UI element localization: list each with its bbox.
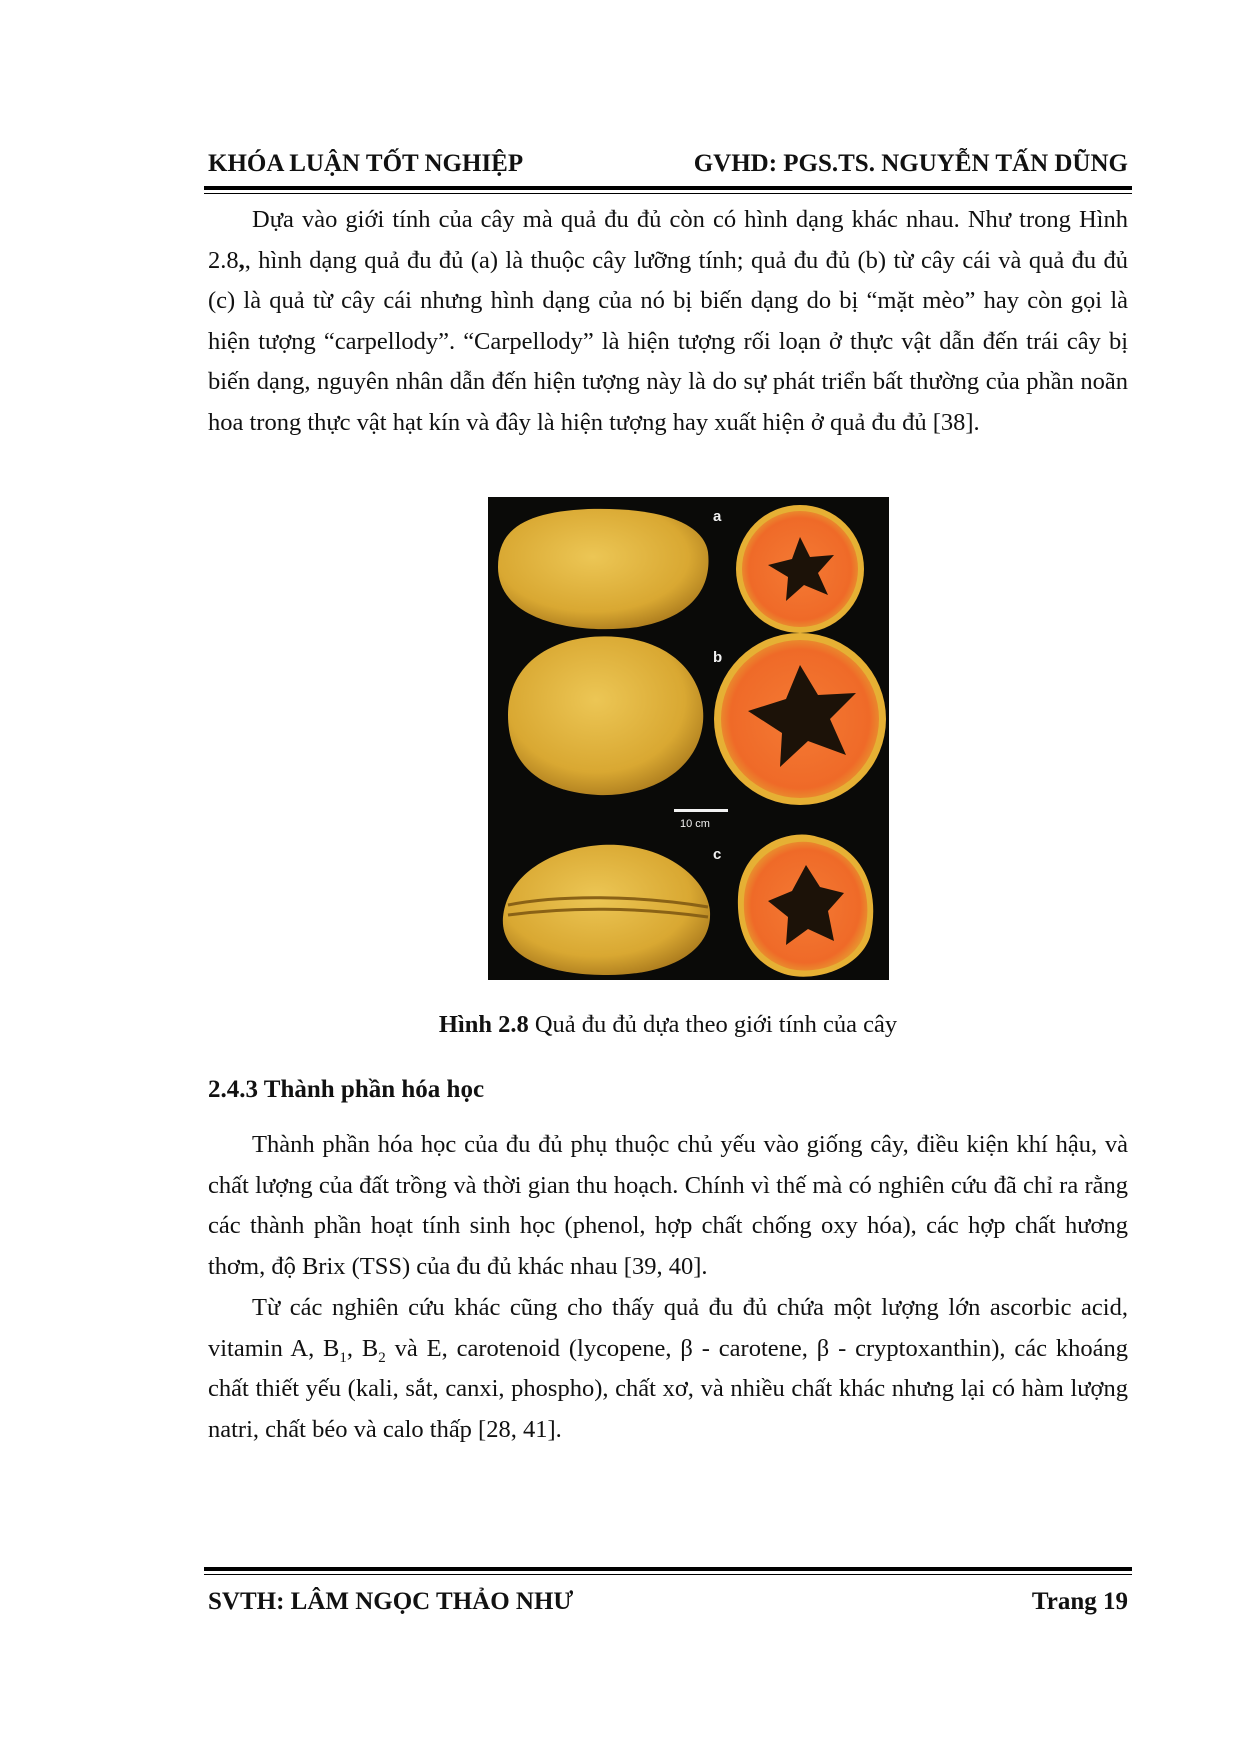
footer-rule-thin <box>204 1574 1132 1575</box>
paragraph-3-text-a: Từ các nghiên cứu khác cũng cho thấy quả đu đủ chứa một lượng lớn ascorbic acid, vitamin A, B <box>208 1294 1128 1362</box>
subscript-1: 1 <box>339 1349 347 1366</box>
section-heading: 2.4.3 Thành phần hóa học <box>208 1076 485 1103</box>
figure-label-a: a <box>713 508 722 525</box>
paragraph-1 <box>208 200 1128 443</box>
paragraph-2 <box>208 1125 1128 1287</box>
figure-label-b: b <box>713 649 723 666</box>
page-footer <box>208 1582 1128 1622</box>
footer-student: SVTH: LÂM NGỌC THẢO NHƯ <box>208 1588 574 1615</box>
scale-label: 10 cm <box>680 818 710 830</box>
header-advisor: GVHD: PGS.TS. NGUYỄN TẤN DŨNG <box>693 150 1128 177</box>
header-thesis-title: KHÓA LUẬN TỐT NGHIỆP <box>208 150 524 177</box>
footer-rule <box>204 1567 1132 1571</box>
page-number: Trang 19 <box>1031 1588 1128 1615</box>
papaya-figure <box>488 497 889 980</box>
header-rule <box>204 186 1132 190</box>
subscript-2: 2 <box>378 1349 386 1366</box>
fruit-b-whole <box>508 636 703 795</box>
caption-text: Quả đu đủ dựa theo giới tính của cây <box>528 1011 898 1038</box>
paragraph-3-text-b: , B <box>346 1334 379 1362</box>
caption-label: Hình 2.8 <box>438 1011 529 1038</box>
paragraph-1-text-b: , hình dạng quả đu đủ (a) là thuộc cây lưỡng tính; quả đu đủ (b) từ cây cái và quả đu đủ (c) là quả từ cây cái nhưng hình dạng của nó bị biến dạng do bị “mặt mèo” hay còn gọi là hiện tượng “carpellody”. “Carpellody” là hiện tượng rối loạn ở thực vật dẫn đến trái cây bị biến dạng, nguyên nhân dẫn đến hiện tượng này là do sự phát triển bất thường của phần noãn hoa trong thực vật hạt kín và đây là hiện tượng hay xuất hiện ở quả đu đủ [38]. <box>208 246 1128 436</box>
figure-label-c: c <box>713 846 722 863</box>
fruit-a-whole <box>498 509 709 629</box>
scale-bar <box>674 809 728 812</box>
paragraph-1-bold-comma: , <box>238 246 245 274</box>
paragraph-2-text: Thành phần hóa học của đu đủ phụ thuộc chủ yếu vào giống cây, điều kiện khí hậu, và chất lượng của đất trồng và thời gian thu hoạch. Chính vì thế mà có nghiên cứu đã chỉ ra rằng các thành phần hoạt tính sinh học (phenol, hợp chất chống oxy hóa), các hợp chất hương thơm, độ Brix (TSS) của đu đủ khác nhau [39, 40]. <box>208 1131 1128 1280</box>
paragraph-3 <box>208 1288 1128 1450</box>
paragraph-1-text-a: Dựa vào giới tính của cây mà quả đu đủ còn có hình dạng khác nhau. Như trong Hình 2.8 <box>208 206 1128 274</box>
header-rule-thin <box>204 193 1132 194</box>
papaya-figure-image <box>488 497 889 980</box>
page-header <box>208 144 1128 184</box>
figure-caption <box>208 1005 1128 1045</box>
paragraph-3-text-c: và E, carotenoid (lycopene, β - carotene, β - cryptoxanthin), các khoáng chất thiết yếu (kali, sắt, canxi, phospho), chất xơ, và nhiều chất khác nhưng lại có hàm lượng natri, chất béo và calo thấp [28, 41]. <box>208 1334 1128 1443</box>
